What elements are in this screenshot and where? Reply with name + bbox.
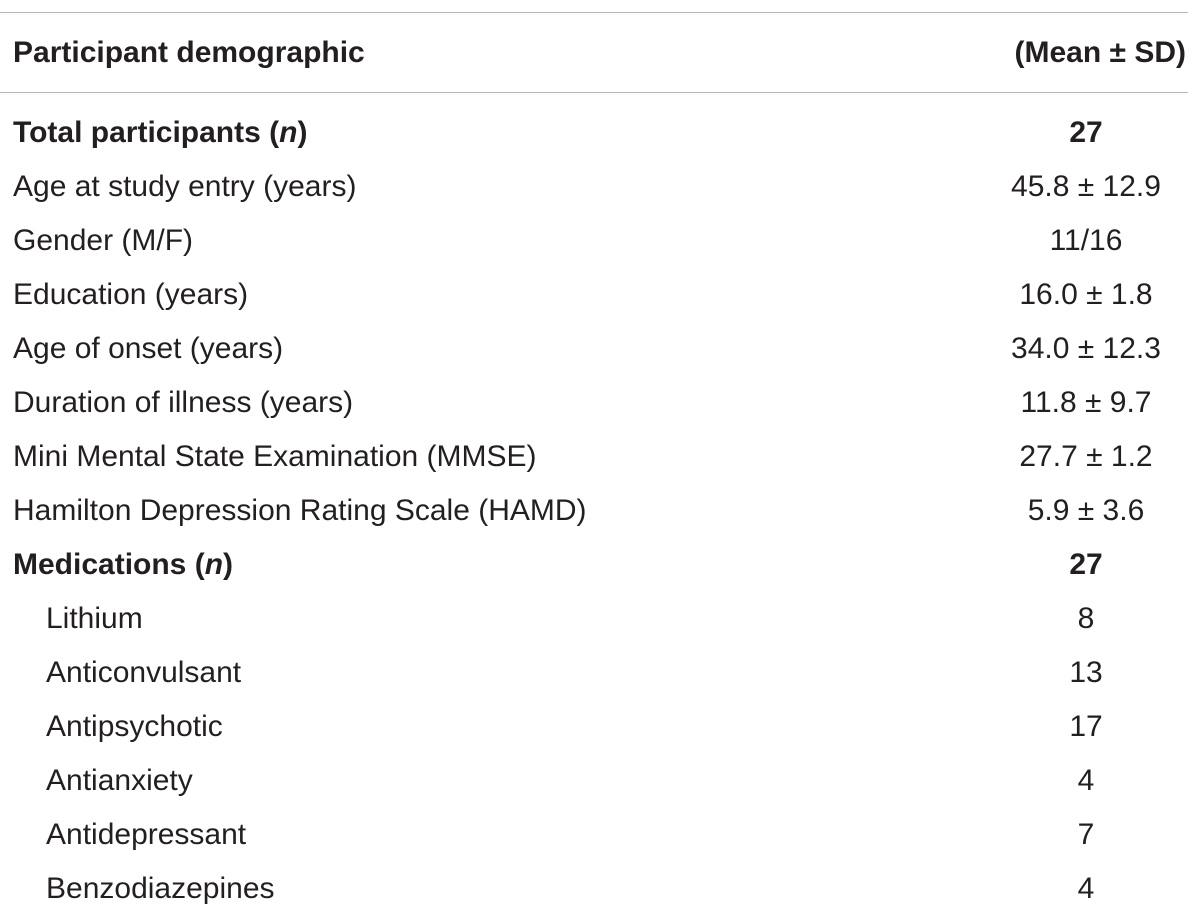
table-row	[0, 808, 1188, 862]
row-value: 13	[1069, 656, 1103, 689]
row-value: 8	[1077, 602, 1095, 635]
table-row	[0, 322, 1188, 376]
table-row	[0, 376, 1188, 430]
row-value: 7	[1077, 818, 1095, 851]
row-label: Antianxiety	[46, 764, 193, 797]
row-value: 27	[1069, 548, 1103, 581]
row-label: Antidepressant	[46, 818, 247, 851]
table-row	[0, 484, 1188, 538]
header-divider-rule	[0, 92, 1188, 93]
header-participant-demographic: Participant demographic	[13, 36, 365, 69]
row-value: 4	[1077, 764, 1095, 797]
row-value: 11/16	[1049, 224, 1123, 257]
row-label: Age at study entry (years)	[13, 170, 357, 203]
row-value: 34.0 ± 12.3	[1011, 332, 1161, 365]
row-label: Hamilton Depression Rating Scale (HAMD)	[13, 494, 587, 527]
table-row	[0, 592, 1188, 646]
table-row	[0, 430, 1188, 484]
row-label: Anticonvulsant	[46, 656, 242, 689]
table-row	[0, 754, 1188, 808]
row-value: 17	[1069, 710, 1103, 743]
row-label: Total participants (n)	[13, 116, 308, 149]
row-label: Lithium	[46, 602, 143, 635]
table-row-total-participants	[0, 106, 1188, 160]
row-label: Benzodiazepines	[46, 872, 275, 905]
row-value: 5.9 ± 3.6	[1027, 494, 1145, 527]
table-row	[0, 700, 1188, 754]
row-value: 4	[1077, 872, 1095, 905]
row-label: Antipsychotic	[46, 710, 223, 743]
table-row	[0, 862, 1188, 916]
table-row	[0, 646, 1188, 700]
row-label: Gender (M/F)	[13, 224, 194, 257]
table-header-row	[0, 26, 1188, 80]
table-row-medications	[0, 538, 1188, 592]
row-value: 27	[1069, 116, 1103, 149]
header-mean-sd: (Mean ± SD)	[1014, 36, 1186, 69]
table-row	[0, 268, 1188, 322]
row-value: 27.7 ± 1.2	[1019, 440, 1153, 473]
row-label: Mini Mental State Examination (MMSE)	[13, 440, 537, 473]
row-label: Medications (n)	[13, 548, 234, 581]
row-label: Education (years)	[13, 278, 249, 311]
table-row	[0, 214, 1188, 268]
row-value: 11.8 ± 9.7	[1020, 386, 1152, 419]
row-value: 16.0 ± 1.8	[1019, 278, 1153, 311]
row-label: Duration of illness (years)	[13, 386, 354, 419]
table-row	[0, 160, 1188, 214]
row-value: 45.8 ± 12.9	[1011, 170, 1161, 203]
row-label: Age of onset (years)	[13, 332, 284, 365]
table-top-rule	[0, 12, 1188, 13]
